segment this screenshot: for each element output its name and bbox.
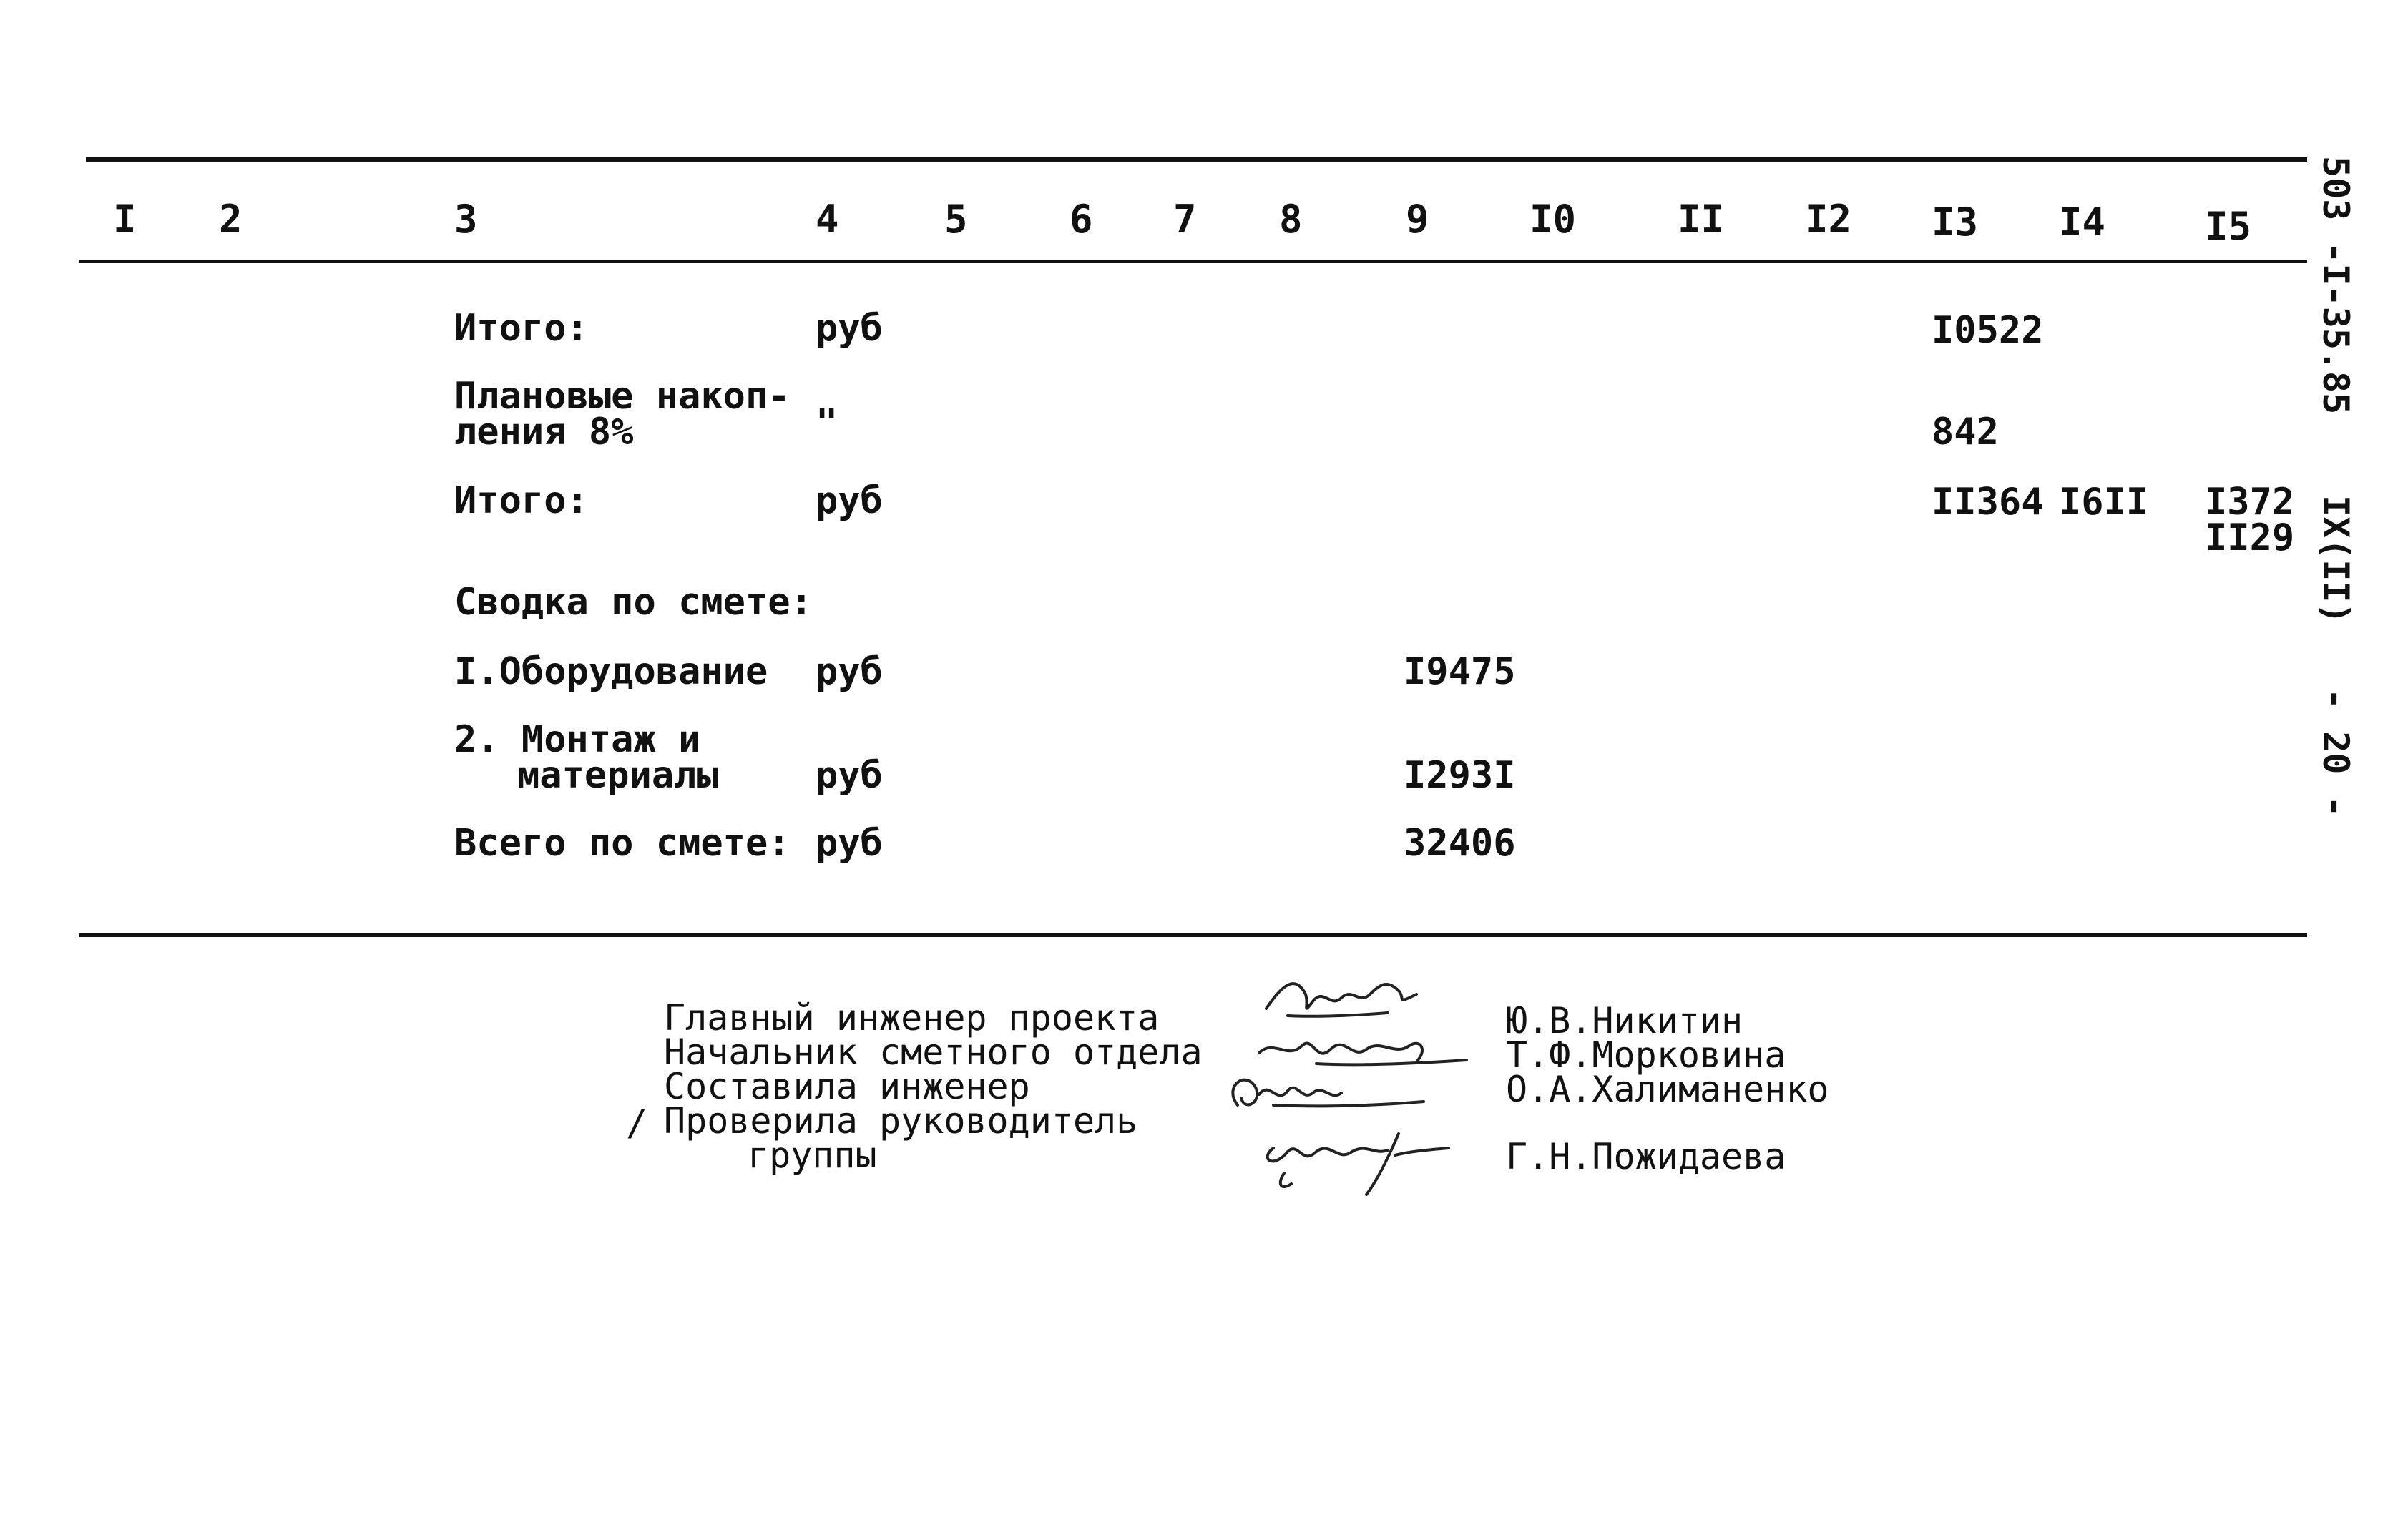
row-3-unit: руб	[816, 479, 883, 522]
row-1-col13: I0522	[1932, 309, 2044, 352]
signature-pozhidaeva	[1245, 1123, 1481, 1202]
col-header-6: 6	[1070, 197, 1093, 242]
col-header-5: 5	[944, 197, 968, 242]
row-1-unit: руб	[816, 307, 883, 350]
signer-name-khalimanenko: О.А.Халиманенко	[1506, 1069, 1829, 1110]
signer-title-group-lead-line2: группы	[748, 1134, 877, 1176]
signer-name-morkovina: Т.Ф.Морковина	[1506, 1034, 1786, 1076]
row-1-label: Итого:	[454, 307, 589, 350]
document-code: 503 -I-35.85	[2315, 156, 2356, 415]
page-number: - 20 -	[2315, 688, 2356, 818]
row-5-label: I.Оборудование	[454, 650, 768, 693]
col-header-3: 3	[454, 197, 478, 242]
row-7-col9: 32406	[1404, 822, 1516, 865]
summary-heading: Сводка по смете:	[454, 581, 813, 624]
col-header-12: I2	[1805, 197, 1852, 242]
col-header-4: 4	[816, 197, 839, 242]
signer-check-mark: /	[626, 1102, 648, 1144]
row-3-label: Итого:	[454, 479, 589, 522]
col-header-8: 8	[1279, 197, 1303, 242]
col-header-14: I4	[2059, 200, 2106, 245]
row-5-col9: I9475	[1404, 650, 1516, 693]
row-2-label-line2: ления 8%	[454, 411, 634, 453]
sheet-number: IX(II)	[2315, 495, 2356, 624]
row-3-col15-line1: I372	[2205, 481, 2295, 524]
row-7-unit: руб	[816, 822, 883, 865]
row-3-col14: I6II	[2059, 481, 2149, 524]
row-2-label-line1: Плановые накоп-	[454, 375, 791, 418]
signer-title-estimates-head: Начальник сметного отдела	[664, 1031, 1203, 1073]
signer-title-group-lead: Проверила руководитель	[664, 1100, 1138, 1142]
header-rule	[79, 260, 2307, 263]
col-header-15: I5	[2205, 204, 2252, 249]
row-6-col9: I293I	[1404, 754, 1516, 797]
signer-name-nikitin: Ю.В.Никитин	[1506, 1000, 1743, 1041]
col-header-1: I	[113, 197, 137, 242]
col-header-2: 2	[219, 197, 243, 242]
signer-name-pozhidaeva: Г.Н.Пожидаева	[1506, 1136, 1786, 1177]
row-6-label-line2: материалы	[517, 754, 719, 797]
bottom-rule	[79, 933, 2307, 937]
col-header-9: 9	[1406, 197, 1429, 242]
col-header-11: II	[1678, 197, 1725, 242]
row-7-label: Всего по смете:	[454, 822, 791, 865]
signature-nikitin	[1245, 966, 1459, 1030]
signature-khalimanenko	[1216, 1066, 1445, 1123]
row-3-col13: II364	[1932, 481, 2044, 524]
row-2-unit: "	[816, 401, 838, 444]
col-header-7: 7	[1173, 197, 1197, 242]
row-2-col13: 842	[1932, 411, 1999, 453]
signer-title-engineer: Составила инженер	[664, 1066, 1030, 1107]
col-header-10: I0	[1530, 197, 1577, 242]
row-5-unit: руб	[816, 650, 883, 693]
top-rule	[86, 157, 2307, 162]
signer-title-chief-engineer: Главный инженер проекта	[664, 997, 1160, 1039]
col-header-13: I3	[1932, 200, 1979, 245]
row-6-unit: руб	[816, 754, 883, 797]
row-6-label-line1: 2. Монтаж и	[454, 718, 701, 761]
row-3-col15-line2: II29	[2205, 516, 2295, 559]
